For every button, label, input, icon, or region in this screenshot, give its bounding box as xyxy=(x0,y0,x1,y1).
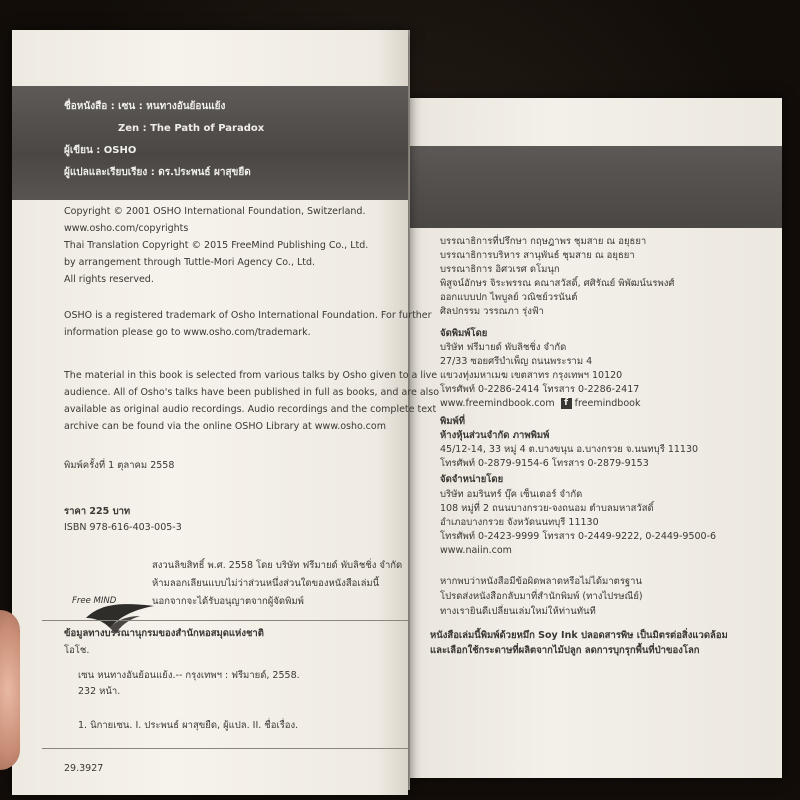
distributor-heading: จัดจำหน่ายโดย xyxy=(440,474,504,485)
material-line: The material in this book is selected from various talks by Osho given to a live xyxy=(64,370,438,381)
staff-credit: ออกแบบปก ไพบูลย์ วณิชย์วรนันต์ xyxy=(440,292,578,303)
translator-line: ผู้แปลและเรียบเรียง : ดร.ประพนธ์ ผาสุขยืด xyxy=(64,167,251,178)
distributor-line: www.naiin.com xyxy=(440,545,512,556)
staff-credit: บรรณาธิการบริหาร สานุพันธ์ ชุมสาย ณ อยุธยา xyxy=(440,250,635,261)
staff-credit: พิสูจน์อักษร จิระพรรณ คณาสวัสดิ์, ศศิรัณย์ พิพัฒน์นรพงศ์ xyxy=(440,278,675,289)
edition-line: พิมพ์ครั้งที่ 1 ตุลาคม 2558 xyxy=(64,460,175,471)
staff-credit: ศิลปกรรม วรรณภา รุ่งฟ้า xyxy=(440,306,544,317)
distributor-line: อำเภอบางกรวย จังหวัดนนทบุรี 11130 xyxy=(440,517,599,528)
call-number: 29.3927 xyxy=(64,763,104,774)
right-page xyxy=(400,98,782,778)
logo-text: Free MIND xyxy=(72,596,117,606)
author-line: ผู้เขียน : OSHO xyxy=(64,145,137,156)
left-page xyxy=(12,30,440,795)
publisher-line: บริษัท ฟรีมายด์ พับลิชชิ่ง จำกัด xyxy=(440,342,567,353)
catalog-line: 232 หน้า. xyxy=(78,686,121,697)
publisher-line: โทรศัพท์ 0-2286-2414 โทรสาร 0-2286-2417 xyxy=(440,384,640,395)
holding-thumb xyxy=(0,610,20,770)
facebook-icon: f xyxy=(561,398,572,409)
book-title-line: ชื่อหนังสือ : เซน : หนทางอันย้อนแย้ง xyxy=(64,101,226,112)
printer-line: โทรศัพท์ 0-2879-9154-6 โทรสาร 0-2879-9153 xyxy=(440,458,649,469)
printer-heading: พิมพ์ที่ xyxy=(440,416,466,427)
material-line: audience. All of Osho's talks have been published in full as books, and are also xyxy=(64,387,440,398)
soy-ink-line: หนังสือเล่มนี้พิมพ์ด้วยหมึก Soy Ink ปลอดสารพิษ เป็นมิตรต่อสิ่งแวดล้อม xyxy=(430,630,728,641)
notice-line: โปรดส่งหนังสือกลับมาที่สำนักพิมพ์ (ทางไปรษณีย์) xyxy=(440,591,643,602)
divider xyxy=(42,620,408,621)
copyright-line: www.osho.com/copyrights xyxy=(64,223,189,234)
staff-credit: บรรณาธิการ อิศวเรศ ดโมนุก xyxy=(440,264,560,275)
copyright-line: Thai Translation Copyright © 2015 FreeMind Publishing Co., Ltd. xyxy=(64,240,369,251)
soy-ink-line: และเลือกใช้กระดาษที่ผลิตจากไม้ปลูก ลดการบุกรุกพื้นที่ป่าของโลก xyxy=(430,645,700,656)
publisher-heading: จัดพิมพ์โดย xyxy=(440,328,488,339)
distributor-line: 108 หมู่ที่ 2 ถนนบางกรวย-จงถนอม ตำบลมหาสวัสดิ์ xyxy=(440,503,654,514)
right-header-band xyxy=(400,146,782,228)
price-line: ราคา 225 บาท xyxy=(64,506,131,517)
printer-line: ห้างหุ้นส่วนจำกัด ภาพพิมพ์ xyxy=(440,430,550,441)
divider xyxy=(42,748,408,749)
catalog-line: โอโช. xyxy=(64,645,90,656)
catalog-line: เซน หนทางอันย้อนแย้ง.-- กรุงเทพฯ : ฟรีมายด์, 2558. xyxy=(78,670,300,681)
trademark-line: information please go to www.osho.com/trademark. xyxy=(64,327,311,338)
catalog-heading: ข้อมูลทางบรรณานุกรมของสำนักหอสมุดแห่งชาติ xyxy=(64,628,264,639)
staff-credit: บรรณาธิการที่ปรึกษา กฤษฎาพร ชุมสาย ณ อยุธยา xyxy=(440,236,647,247)
notice-line: ทางเรายินดีเปลี่ยนเล่มใหม่ให้ท่านทันที xyxy=(440,606,596,617)
material-line: archive can be found via the online OSHO Library at www.osho.com xyxy=(64,421,386,432)
copyright-line: by arrangement through Tuttle-Mori Agency Co., Ltd. xyxy=(64,257,316,268)
copyright-line: All rights reserved. xyxy=(64,274,154,285)
publisher-website: www.freemindbook.com xyxy=(440,398,555,409)
distributor-line: บริษัท อมรินทร์ บุ๊ค เซ็นเตอร์ จำกัด xyxy=(440,489,583,500)
facebook-handle: freemindbook xyxy=(574,398,641,409)
copyright-line: Copyright © 2001 OSHO International Foundation, Switzerland. xyxy=(64,206,366,217)
publisher-line: 27/33 ซอยศรีบำเพ็ญ ถนนพระราม 4 xyxy=(440,356,593,367)
notice-line: หากพบว่าหนังสือมีข้อผิดพลาดหรือไม่ได้มาตรฐาน xyxy=(440,576,642,587)
isbn-line: ISBN 978-616-403-005-3 xyxy=(64,522,182,533)
rights-line: สงวนลิขสิทธิ์ พ.ศ. 2558 โดย บริษัท ฟรีมายด์ พับลิชชิ่ง จำกัด xyxy=(152,560,403,571)
rights-line: นอกจากจะได้รับอนุญาตจากผู้จัดพิมพ์ xyxy=(152,596,304,607)
distributor-line: โทรศัพท์ 0-2423-9999 โทรสาร 0-2449-9222, 0-2449-9500-6 xyxy=(440,531,717,542)
material-line: available as original audio recordings. Audio recordings and the complete text xyxy=(64,404,437,415)
trademark-line: OSHO is a registered trademark of Osho International Foundation. For further xyxy=(64,310,432,321)
book-subtitle: Zen : The Path of Paradox xyxy=(118,123,265,134)
rights-line: ห้ามลอกเลียนแบบไม่ว่าส่วนหนึ่งส่วนใดของหนังสือเล่มนี้ xyxy=(152,578,380,589)
publisher-web-line xyxy=(440,398,640,411)
publisher-line: แขวงทุ่งมหาเมฆ เขตสาทร กรุงเทพฯ 10120 xyxy=(440,370,623,381)
printer-line: 45/12-14, 33 หมู่ 4 ต.บางขนุน อ.บางกรวย จ.นนทบุรี 11130 xyxy=(440,444,699,455)
catalog-line: 1. นิกายเซน. I. ประพนธ์ ผาสุขยืด, ผู้แปล. II. ชื่อเรื่อง. xyxy=(78,720,299,731)
